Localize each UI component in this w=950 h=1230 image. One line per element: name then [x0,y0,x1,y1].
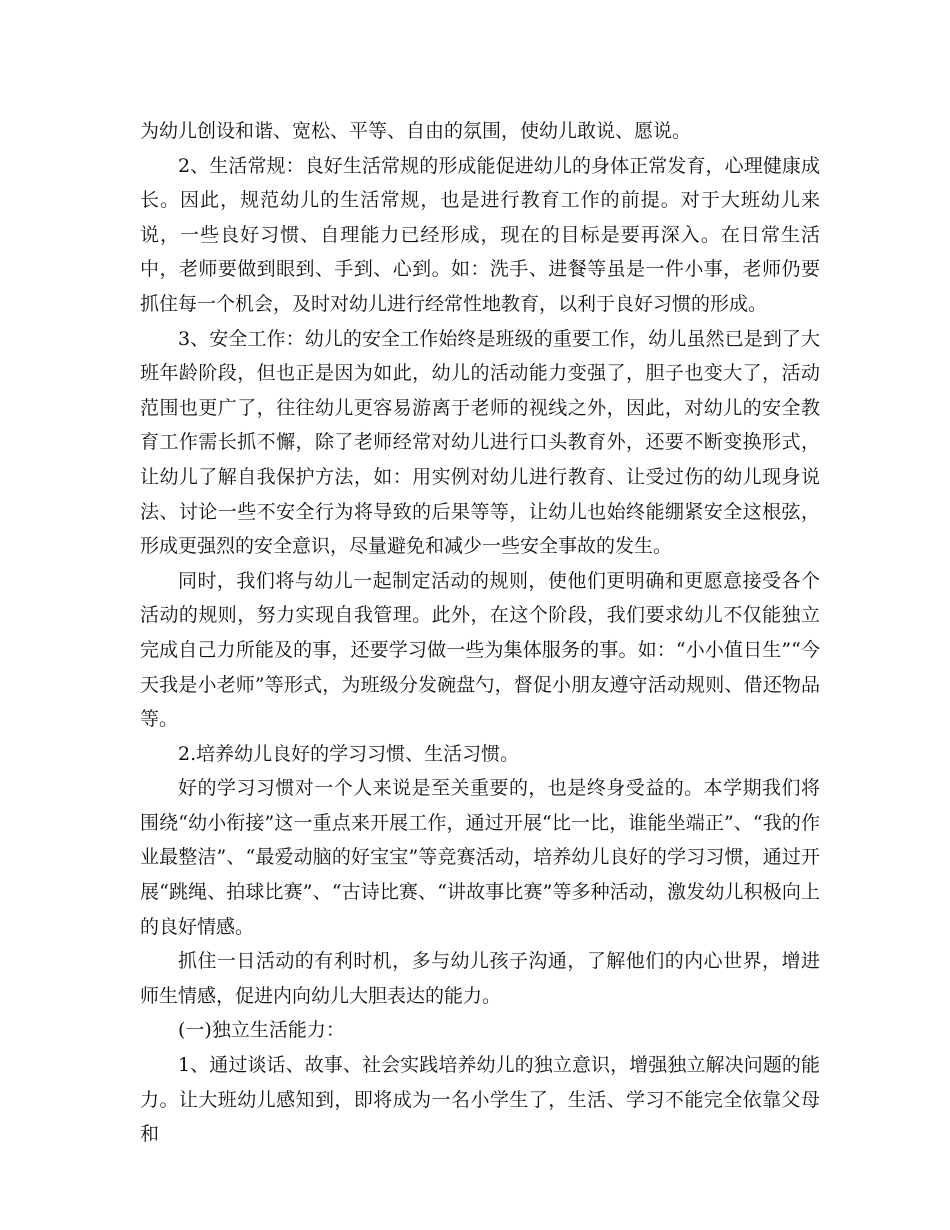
paragraph-1: 为幼儿创设和谐、宽松、平等、自由的氛围，使幼儿敢说、愿说。 [140,120,692,142]
paragraph-7: 抓住一日活动的有利时机，多与幼儿孩子沟通，了解他们的内心世界，增进师生情感，促进内向幼儿大胆表达的能力。 [140,950,820,1007]
paragraph-6: 好的学习习惯对一个人来说是至关重要的，也是终身受益的。本学期我们将围绕“幼小衔接”这一重点来开展工作，通过开展“比一比，谁能坐端正”、“我的作业最整洁”、“最爱动脑的好宝宝”等竞赛活动，培养幼儿良好的学习习惯，通过开展“跳绳、拍球比赛”、“古诗比赛、“讲故事比赛”等多种活动，激发幼儿积极向上的良好情感。 [140,777,820,938]
document-body [140,114,820,1152]
paragraph-8: (一)独立生活能力： [178,1019,345,1042]
paragraph-4: 同时，我们将与幼儿一起制定活动的规则，使他们更明确和更愿意接受各个活动的规则，努力实现自我管理。此外，在这个阶段，我们要求幼儿不仅能独立完成自己力所能及的事，还要学习做一些为集体服务的事。如：“小小值日生”“今天我是小老师”等形式，为班级分发碗盘勺，督促小朋友遵守活动规则、借还物品等。 [140,569,820,731]
paragraph-9: 1、通过谈话、故事、社会实践培养幼儿的独立意识，增强独立解决问题的能力。让大班幼儿感知到，即将成为一名小学生了，生活、学习不能完全依靠父母和 [140,1054,820,1146]
paragraph-5: 2.培养幼儿良好的学习习惯、生活习惯。 [178,742,520,765]
paragraph-3: 3、安全工作：幼儿的安全工作始终是班级的重要工作，幼儿虽然已是到了大班年龄阶段，但也正是因为如此，幼儿的活动能力变强了，胆子也变大了，活动范围也更广了，往往幼儿更容易游离于老师的视线之外，因此，对幼儿的安全教育工作需长抓不懈，除了老师经常对幼儿进行口头教育外，还要不断变换形式，让幼儿了解自我保护方法，如：用实例对幼儿进行教育、让受过伤的幼儿现身说法、讨论一些不安全行为将导致的后果等等，让幼儿也始终能绷紧安全这根弦，形成更强烈的安全意识，尽量避免和减少一些安全事故的发生。 [140,327,820,558]
paragraph-2: 2、生活常规：良好生活常规的形成能促进幼儿的身体正常发育，心理健康成长。因此，规范幼儿的生活常规，也是进行教育工作的前提。对于大班幼儿来说，一些良好习惯、自理能力已经形成，现在的目标是要再深入。在日常生活中，老师要做到眼到、手到、心到。如：洗手、进餐等虽是一件小事，老师仍要抓住每一个机会，及时对幼儿进行经常性地教育，以利于良好习惯的形成。 [140,154,820,315]
